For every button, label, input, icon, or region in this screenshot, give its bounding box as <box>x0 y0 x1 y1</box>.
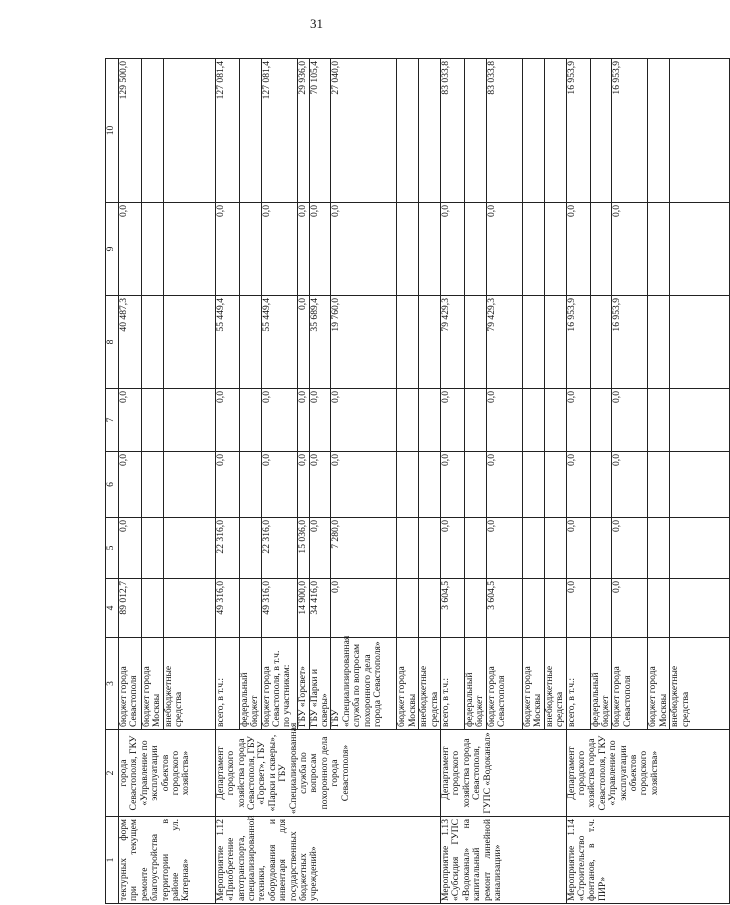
funding-source-cell: внебюджетные средства <box>419 638 441 730</box>
table-row <box>119 59 142 904</box>
value-cell-v9: 0,0 <box>261 203 297 296</box>
value-cell-v7 <box>239 389 261 452</box>
value-cell-v9: 0,0 <box>331 203 397 296</box>
value-cell-v4: 3 604,5 <box>441 579 465 638</box>
value-cell-v9: 0,0 <box>612 203 648 296</box>
value-cell-v9: 0,0 <box>297 203 309 296</box>
value-cell-v9: 0,0 <box>309 203 331 296</box>
value-cell-v9 <box>544 203 566 296</box>
value-cell-v6 <box>239 452 261 518</box>
value-cell-v4: 3 604,5 <box>486 579 522 638</box>
value-cell-v4: 49 316,0 <box>215 579 239 638</box>
value-cell-v8: 16 953,9 <box>566 296 590 389</box>
page-number: 31 <box>310 16 323 31</box>
value-cell-v7 <box>648 389 670 452</box>
header-cell: 5 <box>106 518 119 579</box>
value-cell-v4: 89 012,7 <box>119 579 142 638</box>
header-cell: 4 <box>106 579 119 638</box>
value-cell-v6: 0,0 <box>612 452 648 518</box>
value-cell-v10 <box>590 59 612 203</box>
value-cell-v8 <box>397 296 419 389</box>
value-cell-v9: 0,0 <box>566 203 590 296</box>
value-cell-v10 <box>648 59 670 203</box>
executor-cell: Департамент городского хозяйства города Севастополя, ГБУ «Горсвет», ГБУ «Парки и скверы», ГБУ «Специализированная служба по вопросам похоронного дела города Севастополя» <box>215 730 440 817</box>
value-cell-v10: 70 105,4 <box>309 59 331 203</box>
funding-source-cell: федеральный бюджет <box>465 638 487 730</box>
value-cell-v5 <box>397 518 419 579</box>
funding-source-cell: всего, в т.ч.: <box>566 638 590 730</box>
value-cell-v6 <box>397 452 419 518</box>
value-cell-v5 <box>522 518 544 579</box>
value-cell-v5: 0,0 <box>441 518 465 579</box>
value-cell-v5 <box>544 518 566 579</box>
measure-cell: тектурных форм при текущем ремонте благоустройства территории в районе ул. Катерная» <box>119 817 216 904</box>
funding-source-cell: федеральный бюджет <box>239 638 261 730</box>
value-cell-v9: 0,0 <box>486 203 522 296</box>
value-cell-v10 <box>670 59 730 203</box>
value-cell-v5: 0,0 <box>119 518 142 579</box>
value-cell-v4: 0,0 <box>331 579 397 638</box>
value-cell-v5: 22 316,0 <box>261 518 297 579</box>
header-cell: 10 <box>106 59 119 203</box>
value-cell-v6: 0,0 <box>215 452 239 518</box>
value-cell-v10: 127 081,4 <box>261 59 297 203</box>
table-row <box>566 59 590 904</box>
funding-source-cell: бюджет города Москвы <box>648 638 670 730</box>
value-cell-v4: 0,0 <box>612 579 648 638</box>
value-cell-v6: 0,0 <box>441 452 465 518</box>
value-cell-v6 <box>670 452 730 518</box>
header-cell: 8 <box>106 296 119 389</box>
value-cell-v10 <box>419 59 441 203</box>
value-cell-v6 <box>163 452 215 518</box>
value-cell-v4 <box>670 579 730 638</box>
value-cell-v4 <box>522 579 544 638</box>
value-cell-v10 <box>163 59 215 203</box>
value-cell-v5 <box>648 518 670 579</box>
value-cell-v8 <box>419 296 441 389</box>
value-cell-v10 <box>522 59 544 203</box>
executor-cell: города Севастополя, ГКУ «Управление по эксплуатации объектов городского хозяйства» <box>119 730 216 817</box>
measure-cell: Мероприятие 1.13 «Субсидия ГУПС «Водоканал» на капитальный ремонт линейной канализации» <box>441 817 566 904</box>
value-cell-v7: 0,0 <box>566 389 590 452</box>
header-cell: 6 <box>106 452 119 518</box>
value-cell-v8 <box>648 296 670 389</box>
funding-source-cell: бюджет города Севастополя, в т.ч. по участникам: <box>261 638 297 730</box>
funding-source-cell: бюджет города Севастополя <box>119 638 142 730</box>
value-cell-v8: 19 760,0 <box>331 296 397 389</box>
value-cell-v4 <box>142 579 164 638</box>
value-cell-v4 <box>397 579 419 638</box>
value-cell-v10: 83 033,8 <box>441 59 465 203</box>
value-cell-v6 <box>648 452 670 518</box>
value-cell-v7: 0,0 <box>441 389 465 452</box>
value-cell-v10: 27 040,0 <box>331 59 397 203</box>
executor-cell: Департамент городского хозяйства города Севастополя, ГКУ «Управление по эксплуатации объектов городского хозяйства» <box>566 730 730 817</box>
funding-source-cell: внебюджетные средства <box>544 638 566 730</box>
value-cell-v7 <box>142 389 164 452</box>
value-cell-v8: 79 429,3 <box>486 296 522 389</box>
value-cell-v5 <box>465 518 487 579</box>
value-cell-v7 <box>163 389 215 452</box>
executor-cell: Департамент городского хозяйства города Севастополя, ГУПС «Водоканал» <box>441 730 566 817</box>
value-cell-v9 <box>419 203 441 296</box>
value-cell-v5: 0,0 <box>486 518 522 579</box>
value-cell-v8 <box>590 296 612 389</box>
value-cell-v8 <box>522 296 544 389</box>
value-cell-v4: 0,0 <box>566 579 590 638</box>
measure-cell: Мероприятие 1.12 «Приобретение автотранспорта, специализированной техники, оборудования и инвентаря для государственных бюджетных учреждений» <box>215 817 440 904</box>
value-cell-v5 <box>163 518 215 579</box>
value-cell-v7: 0,0 <box>331 389 397 452</box>
value-cell-v9 <box>670 203 730 296</box>
value-cell-v4 <box>239 579 261 638</box>
value-cell-v6 <box>419 452 441 518</box>
value-cell-v10: 16 953,9 <box>566 59 590 203</box>
value-cell-v8: 35 689,4 <box>309 296 331 389</box>
value-cell-v4 <box>163 579 215 638</box>
funding-source-cell: бюджет города Москвы <box>142 638 164 730</box>
value-cell-v9 <box>397 203 419 296</box>
value-cell-v8 <box>544 296 566 389</box>
value-cell-v4 <box>544 579 566 638</box>
funding-source-cell: ГБУ «Горсвет» <box>297 638 309 730</box>
funding-source-cell: бюджет города Москвы <box>522 638 544 730</box>
value-cell-v7 <box>465 389 487 452</box>
value-cell-v10: 129 500,0 <box>119 59 142 203</box>
value-cell-v8: 79 429,3 <box>441 296 465 389</box>
value-cell-v8 <box>239 296 261 389</box>
value-cell-v6 <box>544 452 566 518</box>
value-cell-v4 <box>465 579 487 638</box>
value-cell-v6: 0,0 <box>261 452 297 518</box>
value-cell-v6 <box>142 452 164 518</box>
funding-source-cell: бюджет города Севастополя <box>486 638 522 730</box>
header-cell: 1 <box>106 817 119 904</box>
value-cell-v9: 0,0 <box>119 203 142 296</box>
funding-source-cell: федеральный бюджет <box>590 638 612 730</box>
value-cell-v5 <box>239 518 261 579</box>
value-cell-v4 <box>648 579 670 638</box>
value-cell-v8: 40 487,3 <box>119 296 142 389</box>
value-cell-v10: 127 081,4 <box>215 59 239 203</box>
value-cell-v9: 0,0 <box>441 203 465 296</box>
value-cell-v5: 0,0 <box>566 518 590 579</box>
value-cell-v7 <box>590 389 612 452</box>
value-cell-v9 <box>142 203 164 296</box>
header-row <box>106 59 119 904</box>
value-cell-v4 <box>590 579 612 638</box>
value-cell-v9 <box>465 203 487 296</box>
table-row <box>441 59 465 904</box>
funding-source-cell: ГБУ «Парки и скверы» <box>309 638 331 730</box>
value-cell-v9 <box>522 203 544 296</box>
value-cell-v7 <box>397 389 419 452</box>
funding-source-cell: всего, в т.ч.: <box>441 638 465 730</box>
value-cell-v6: 0,0 <box>309 452 331 518</box>
value-cell-v5: 15 036,0 <box>297 518 309 579</box>
funding-source-cell: всего, в т.ч.: <box>215 638 239 730</box>
value-cell-v9 <box>163 203 215 296</box>
value-cell-v5: 22 316,0 <box>215 518 239 579</box>
value-cell-v8 <box>142 296 164 389</box>
value-cell-v5 <box>590 518 612 579</box>
value-cell-v10 <box>142 59 164 203</box>
value-cell-v7 <box>670 389 730 452</box>
value-cell-v6: 0,0 <box>297 452 309 518</box>
value-cell-v10 <box>465 59 487 203</box>
funding-source-cell: внебюджетные средства <box>670 638 730 730</box>
funding-source-cell: ГБУ «Специализированная служба по вопросам похоронного дела города Севастополя» <box>331 638 397 730</box>
value-cell-v9 <box>648 203 670 296</box>
value-cell-v8 <box>163 296 215 389</box>
table-body <box>119 59 730 904</box>
value-cell-v7 <box>419 389 441 452</box>
value-cell-v4: 34 416,0 <box>309 579 331 638</box>
value-cell-v5: 0,0 <box>612 518 648 579</box>
value-cell-v7: 0,0 <box>309 389 331 452</box>
budget-table <box>105 58 730 904</box>
value-cell-v6 <box>590 452 612 518</box>
value-cell-v4: 14 900,0 <box>297 579 309 638</box>
value-cell-v10: 83 033,8 <box>486 59 522 203</box>
value-cell-v6: 0,0 <box>486 452 522 518</box>
header-cell: 2 <box>106 730 119 817</box>
value-cell-v7: 0,0 <box>215 389 239 452</box>
value-cell-v8: 55 449,4 <box>215 296 239 389</box>
header-cell: 9 <box>106 203 119 296</box>
value-cell-v9 <box>239 203 261 296</box>
rotated-table-frame <box>105 59 691 904</box>
value-cell-v6: 0,0 <box>331 452 397 518</box>
value-cell-v10: 16 953,9 <box>612 59 648 203</box>
table-row <box>215 59 239 904</box>
funding-source-cell: внебюджетные средства <box>163 638 215 730</box>
value-cell-v4 <box>419 579 441 638</box>
value-cell-v5 <box>419 518 441 579</box>
value-cell-v7: 0,0 <box>612 389 648 452</box>
funding-source-cell: бюджет города Севастополя <box>612 638 648 730</box>
value-cell-v5: 7 280,0 <box>331 518 397 579</box>
value-cell-v8 <box>465 296 487 389</box>
funding-source-cell: бюджет города Москвы <box>397 638 419 730</box>
value-cell-v9 <box>590 203 612 296</box>
header-cell: 3 <box>106 638 119 730</box>
value-cell-v7: 0,0 <box>119 389 142 452</box>
value-cell-v6: 0,0 <box>566 452 590 518</box>
value-cell-v10 <box>544 59 566 203</box>
value-cell-v4: 49 316,0 <box>261 579 297 638</box>
header-cell: 7 <box>106 389 119 452</box>
value-cell-v7 <box>544 389 566 452</box>
value-cell-v10 <box>397 59 419 203</box>
value-cell-v8: 16 953,9 <box>612 296 648 389</box>
value-cell-v7: 0,0 <box>297 389 309 452</box>
value-cell-v8: 55 449,4 <box>261 296 297 389</box>
value-cell-v5 <box>670 518 730 579</box>
value-cell-v9: 0,0 <box>215 203 239 296</box>
value-cell-v8: 0,0 <box>297 296 309 389</box>
value-cell-v5 <box>142 518 164 579</box>
value-cell-v6: 0,0 <box>119 452 142 518</box>
value-cell-v7: 0,0 <box>486 389 522 452</box>
value-cell-v7: 0,0 <box>261 389 297 452</box>
value-cell-v8 <box>670 296 730 389</box>
value-cell-v5: 0,0 <box>309 518 331 579</box>
value-cell-v10 <box>239 59 261 203</box>
value-cell-v6 <box>465 452 487 518</box>
measure-cell: Мероприятие 1.14 «Строительство фонтанов, в т.ч. ПИР» <box>566 817 730 904</box>
value-cell-v7 <box>522 389 544 452</box>
value-cell-v6 <box>522 452 544 518</box>
value-cell-v10: 29 936,0 <box>297 59 309 203</box>
